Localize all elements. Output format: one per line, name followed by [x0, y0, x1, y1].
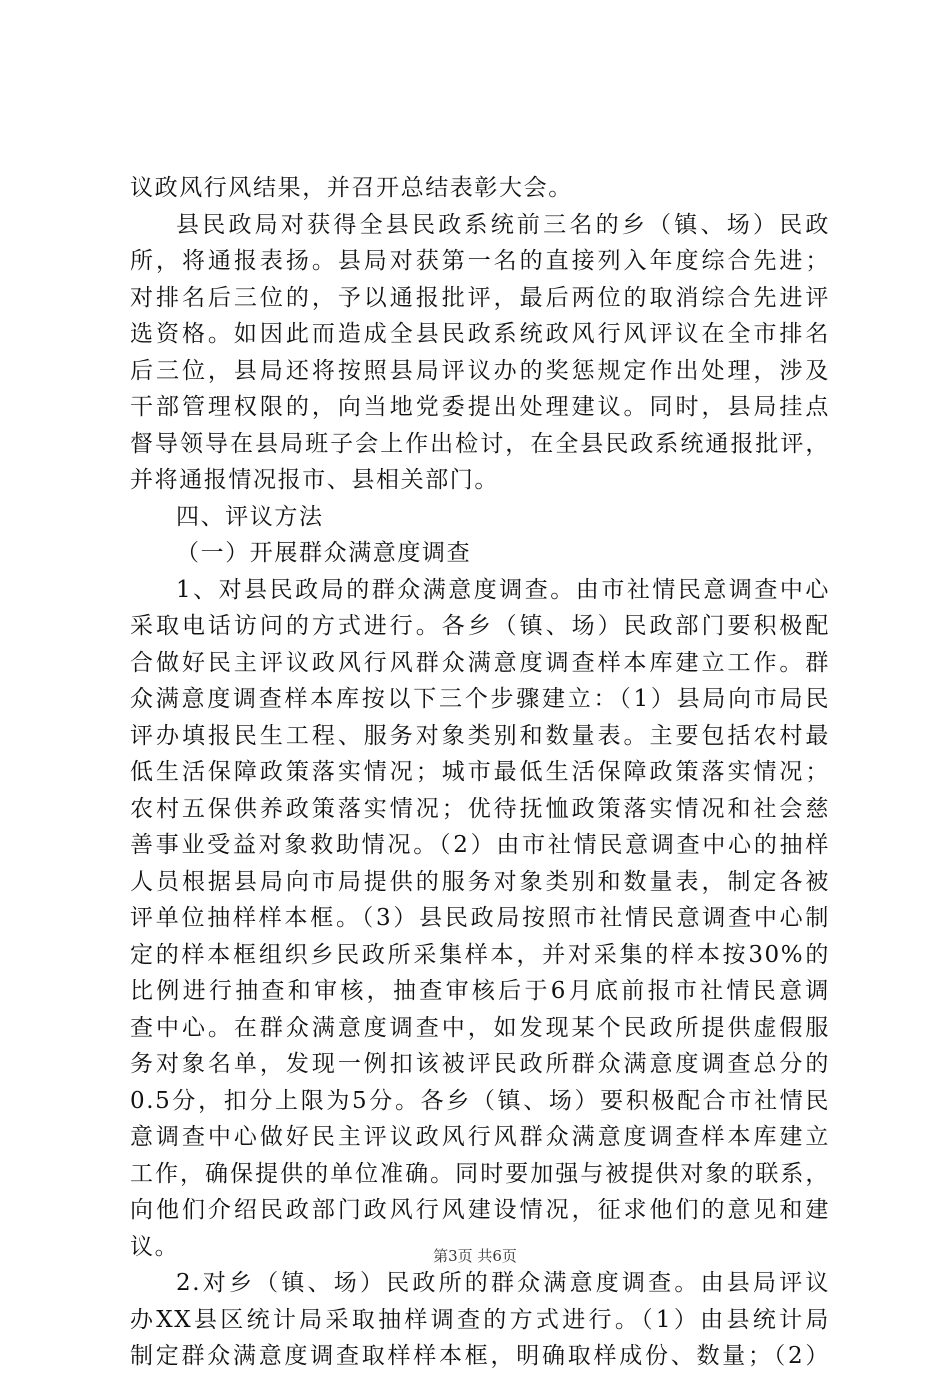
text-line: 评办填报民生工程、服务对象类别和数量表。主要包括农村最: [130, 722, 830, 749]
text-line: 务对象名单，发现一例扣该被评民政所群众满意度调查总分的: [130, 1051, 830, 1077]
text-line: 向他们介绍民政部门政风行风建设情况，征求他们的意见和建: [130, 1197, 830, 1223]
text-line: 农村五保供养政策落实情况；优待抚恤政策落实情况和社会慈: [130, 795, 830, 822]
text-line: 办XX县区统计局采取抽样调查的方式进行。（1）由县统计局: [130, 1306, 830, 1333]
text-line: 1、对县民政局的群众满意度调查。由市社情民意调查中心: [176, 576, 830, 603]
text-line: 督导领导在县局班子会上作出检讨，在全县民政系统通报批评，: [130, 430, 830, 457]
text-line: 2.对乡（镇、场）民政所的群众满意度调查。由县局评议: [176, 1270, 830, 1296]
document-body: [130, 170, 830, 1375]
text-line: 查中心。在群众满意度调查中，如发现某个民政所提供虚假服: [130, 1014, 830, 1041]
text-line: 意调查中心做好民主评议政风行风群众满意度调查样本库建立: [130, 1124, 830, 1150]
text-line: 对排名后三位的，予以通报批评，最后两位的取消综合先进评: [130, 284, 830, 311]
text-line: 比例进行抽查和审核，抽查审核后于6月底前报市社情民意调: [130, 978, 830, 1004]
text-line: 合做好民主评议政风行风群众满意度调查样本库建立工作。群: [130, 649, 830, 676]
text-line: 善事业受益对象救助情况。（2）由市社情民意调查中心的抽样: [130, 832, 830, 858]
text-line: 议。: [130, 1233, 180, 1260]
text-line: 选资格。如因此而造成全县民政系统政风行风评议在全市排名: [130, 321, 830, 347]
text-line: 人员根据县局向市局提供的服务对象类别和数量表，制定各被: [130, 868, 830, 895]
text-line: 县民政局对获得全县民政系统前三名的乡（镇、场）民政: [176, 211, 830, 238]
text-line: 定的样本框组织乡民政所采集样本，并对采集的样本按30%的: [130, 941, 830, 968]
text-line: 并将通报情况报市、县相关部门。: [130, 467, 499, 493]
text-line: 制定群众满意度调查取样样本框，明确取样成份、数量；（2）: [130, 1343, 830, 1369]
text-line: 评单位抽样样本框。（3）县民政局按照市社情民意调查中心制: [130, 905, 830, 931]
text-line: 采取电话访问的方式进行。各乡（镇、场）民政部门要积极配: [130, 613, 830, 639]
text-line: （一）开展群众满意度调查: [176, 540, 472, 566]
text-line: 干部管理权限的，向当地党委提出处理建议。同时，县局挂点: [130, 394, 830, 420]
text-line: 所，将通报表扬。县局对获第一名的直接列入年度综合先进；: [130, 248, 830, 274]
text-line: 议政风行风结果，并召开总结表彰大会。: [130, 175, 573, 201]
text-line: 后三位，县局还将按照县局评议办的奖惩规定作出处理，涉及: [130, 357, 830, 384]
text-line: 0.5分，扣分上限为5分。各乡（镇、场）要积极配合市社情民: [130, 1087, 830, 1114]
text-line: 低生活保障政策落实情况；城市最低生活保障政策落实情况；: [130, 759, 830, 785]
text-line: 工作，确保提供的单位准确。同时要加强与被提供对象的联系，: [130, 1160, 830, 1187]
page-footer: 第3页 共6页: [433, 1247, 517, 1265]
text-line: 众满意度调查样本库按以下三个步骤建立：（1）县局向市局民: [130, 686, 830, 712]
text-line: 四、评议方法: [176, 503, 324, 530]
